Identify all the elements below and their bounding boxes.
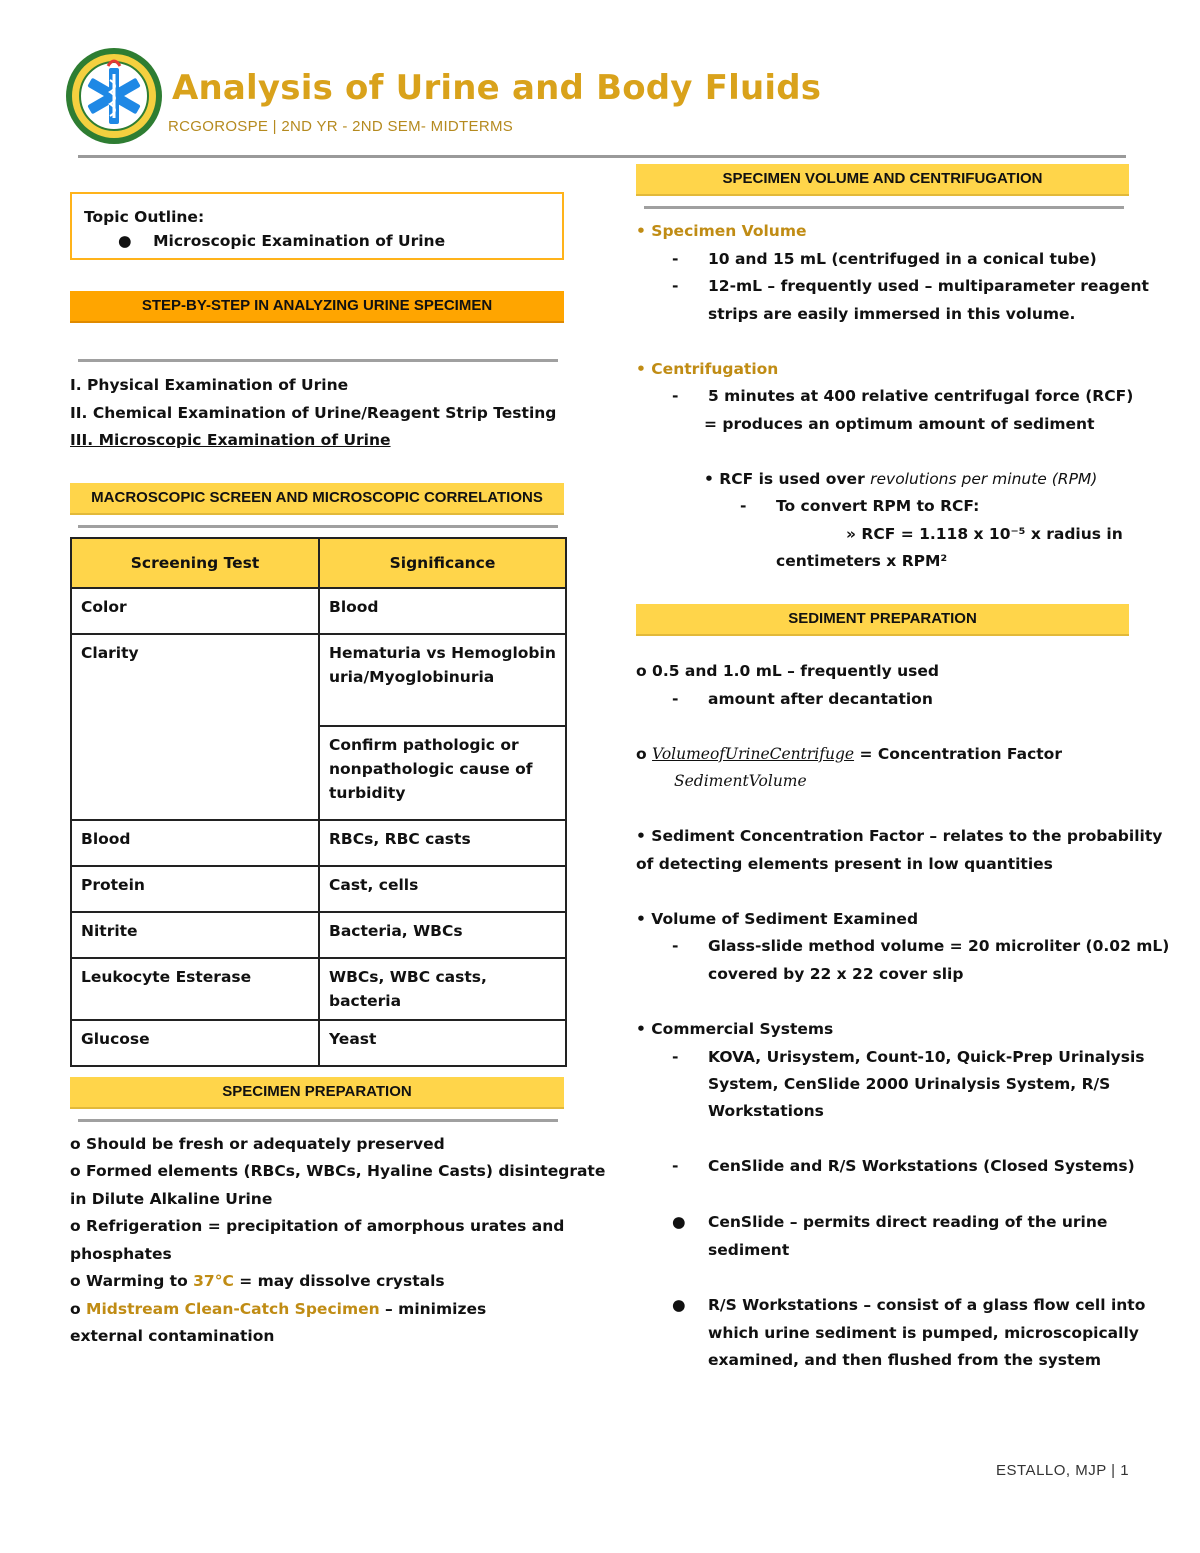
section-heading-sediment: SEDIMENT PREPARATION [636, 604, 1129, 636]
prep-line: o Formed elements (RBCs, WBCs, Hyaline Casts) disintegrate [70, 1162, 606, 1180]
prep-line: o Refrigeration = precipitation of amorphous urates and [70, 1217, 565, 1235]
bullet-icon: ● [672, 1213, 686, 1231]
rcf-formula-cont: centimeters x RPM² [776, 552, 948, 570]
section-heading-volume: SPECIMEN VOLUME AND CENTRIFUGATION [636, 164, 1129, 196]
outline-item: ● Microscopic Examination of Urine [118, 232, 446, 250]
temperature-highlight: 37°C [193, 1272, 234, 1290]
column-header-significance: Significance [319, 538, 566, 588]
table-cell-test: Protein [71, 866, 319, 912]
centrifugation-title: • Centrifugation [636, 360, 779, 378]
section-heading-specimen-prep: SPECIMEN PREPARATION [70, 1077, 564, 1109]
concentration-formula: o VolumeofUrineCentrifuge = Concentration Factor [636, 745, 1062, 763]
table-cell-test: Blood [71, 820, 319, 866]
formula-numerator: VolumeofUrineCentrifuge [652, 745, 855, 763]
document-subtitle: RCGOROSPE | 2ND YR - 2ND SEM- MIDTERMS [168, 118, 514, 135]
sediment-line: - amount after decantation [672, 690, 933, 708]
table-row [71, 820, 566, 866]
table-cell-significance: Bacteria, WBCs [319, 912, 566, 958]
table-cell-significance: Blood [319, 588, 566, 634]
step-physical: I. Physical Examination of Urine [70, 376, 349, 394]
table-row [71, 866, 566, 912]
table-cell-significance: Hematuria vs Hemoglobinuria/Myoglobinuria [319, 634, 566, 726]
centrifugation-item-cont: = produces an optimum amount of sediment [704, 415, 1095, 433]
page-footer: ESTALLO, MJP | 1 [996, 1462, 1130, 1479]
sediment-line: • Sediment Concentration Factor – relates to the probability [636, 827, 1163, 845]
section-divider [644, 206, 1124, 209]
outline-title: Topic Outline: [84, 208, 205, 226]
sediment-line: ● R/S Workstations – consist of a glass flow cell into [672, 1292, 1145, 1320]
section-divider [78, 359, 558, 362]
rcf-convert: - To convert RPM to RCF: [740, 497, 980, 515]
sediment-line: • Commercial Systems [636, 1020, 834, 1038]
table-cell-significance: WBCs, WBC casts, bacteria [319, 958, 566, 1020]
table-cell-significance: RBCs, RBC casts [319, 820, 566, 866]
sediment-line: Workstations [708, 1102, 824, 1120]
table-cell-significance: Confirm pathologic or nonpathologic cause of turbidity [319, 726, 566, 820]
screening-table [70, 537, 567, 1067]
table-cell-test: Glucose [71, 1020, 319, 1066]
sediment-line: o 0.5 and 1.0 mL – frequently used [636, 662, 939, 680]
volume-item: - 12-mL – frequently used – multiparameter reagent [672, 277, 1149, 295]
table-cell-significance: Yeast [319, 1020, 566, 1066]
prep-line: o Should be fresh or adequately preserved [70, 1135, 445, 1153]
table-row [71, 912, 566, 958]
step-chemical: II. Chemical Examination of Urine/Reagent Strip Testing [70, 404, 557, 422]
sediment-line: examined, and then flushed from the system [708, 1351, 1102, 1369]
prep-line: external contamination [70, 1327, 275, 1345]
topic-outline-box [70, 192, 564, 260]
formula-denominator: SedimentVolume [674, 772, 807, 790]
sediment-line: covered by 22 x 22 cover slip [708, 965, 964, 983]
table-cell-test: Clarity [71, 634, 319, 820]
specimen-volume-title: • Specimen Volume [636, 222, 807, 240]
rcf-note: • RCF is used over revolutions per minute (RPM) [704, 470, 1098, 488]
bullet-icon: ● [118, 232, 132, 250]
sediment-line: - KOVA, Urisystem, Count-10, Quick-Prep Urinalysis [672, 1048, 1145, 1066]
column-header-screening-test: Screening Test [71, 538, 319, 588]
prep-line-warming: o Warming to 37°C = may dissolve crystals [70, 1272, 445, 1290]
prep-line: phosphates [70, 1245, 172, 1263]
sediment-line: sediment [708, 1241, 790, 1259]
section-divider [78, 1119, 558, 1122]
volume-item: - 10 and 15 mL (centrifuged in a conical tube) [672, 250, 1097, 268]
header-divider [78, 155, 1126, 158]
sediment-line: System, CenSlide 2000 Urinalysis System, R/S [708, 1075, 1111, 1093]
section-heading-steps: STEP-BY-STEP IN ANALYZING URINE SPECIMEN [70, 291, 564, 323]
rcf-formula: » RCF = 1.118 x 10⁻⁵ x radius in [846, 525, 1123, 543]
school-seal-logo [64, 46, 164, 146]
section-heading-macroscopic: MACROSCOPIC SCREEN AND MICROSCOPIC CORRELATIONS [70, 483, 564, 515]
table-row [71, 588, 566, 634]
step-microscopic: III. Microscopic Examination of Urine [70, 431, 391, 449]
prep-line-midstream: o Midstream Clean-Catch Specimen – minimizes [70, 1300, 487, 1318]
table-row [71, 1020, 566, 1066]
sediment-line: • Volume of Sediment Examined [636, 910, 919, 928]
sediment-line: ● CenSlide – permits direct reading of the urine [672, 1209, 1107, 1237]
midstream-highlight: Midstream Clean-Catch Specimen [86, 1300, 380, 1318]
document-title: Analysis of Urine and Body Fluids [172, 68, 822, 108]
centrifugation-item: - 5 minutes at 400 relative centrifugal force (RCF) [672, 387, 1134, 405]
table-cell-significance: Cast, cells [319, 866, 566, 912]
table-cell-test: Color [71, 588, 319, 634]
table-cell-test: Nitrite [71, 912, 319, 958]
sediment-line: which urine sediment is pumped, microscopically [708, 1324, 1139, 1342]
sediment-line: of detecting elements present in low quantities [636, 855, 1053, 873]
bullet-icon: ● [672, 1296, 686, 1314]
table-cell-test: Leukocyte Esterase [71, 958, 319, 1020]
sediment-line: - Glass-slide method volume = 20 microliter (0.02 mL) [672, 937, 1170, 955]
prep-line: in Dilute Alkaline Urine [70, 1190, 273, 1208]
table-header-row [71, 538, 566, 588]
sediment-line: - CenSlide and R/S Workstations (Closed Systems) [672, 1157, 1135, 1175]
section-divider [78, 525, 558, 528]
table-row [71, 958, 566, 1020]
table-row [71, 634, 566, 726]
volume-item-cont: strips are easily immersed in this volume. [708, 305, 1076, 323]
